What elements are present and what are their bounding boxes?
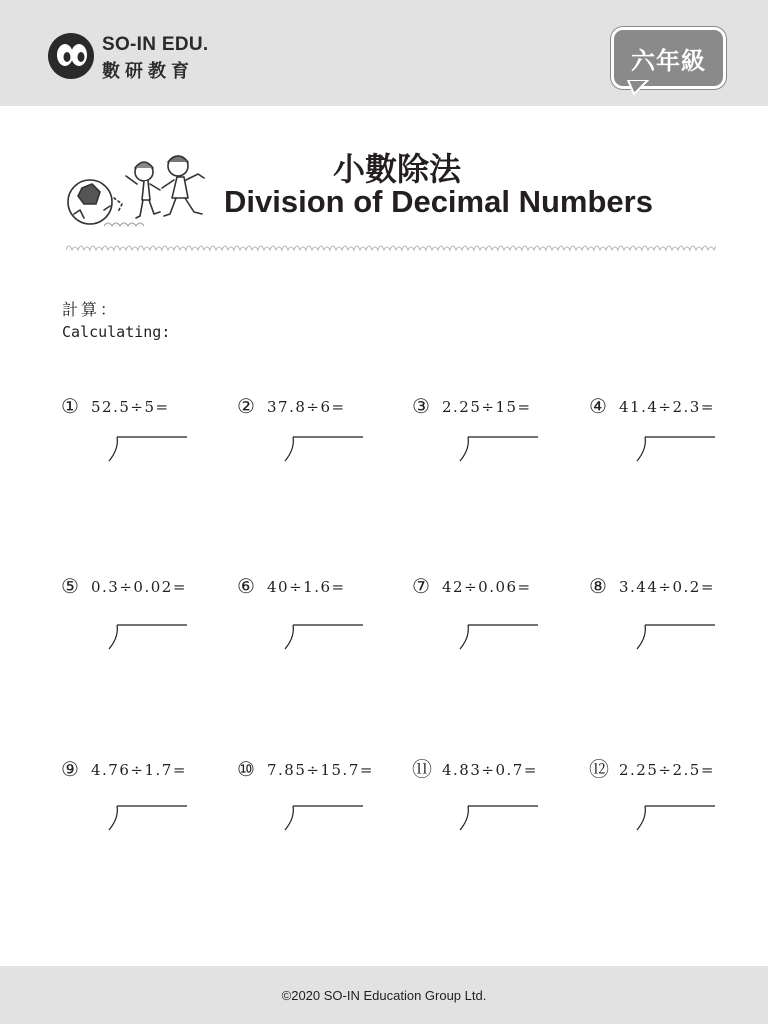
copyright-text: ©2020 SO-IN Education Group Ltd. bbox=[281, 988, 487, 1003]
long-division-bracket bbox=[452, 435, 542, 463]
long-division-bracket bbox=[629, 435, 719, 463]
question-number: ⑥ bbox=[237, 574, 255, 598]
question-expression: 3.44÷0.2= bbox=[619, 578, 715, 596]
question-9 bbox=[61, 758, 237, 848]
logo-text-en: SO-IN EDU. bbox=[102, 34, 209, 55]
question-number: ⑨ bbox=[61, 757, 79, 781]
instruction-zh: 計算： bbox=[62, 300, 120, 319]
question-number: ⑤ bbox=[61, 574, 79, 598]
long-division-bracket bbox=[277, 804, 367, 832]
question-expression: 4.83÷0.7= bbox=[442, 761, 538, 779]
question-number: ⑦ bbox=[412, 574, 430, 598]
page-title-en: Division of Decimal Numbers bbox=[224, 184, 653, 219]
page-title-zh: 小數除法 bbox=[332, 150, 461, 188]
logo-text-zh: 數研教育 bbox=[102, 61, 194, 82]
question-2 bbox=[237, 395, 413, 485]
grass-divider-icon bbox=[66, 240, 716, 256]
question-expression: 40÷1.6= bbox=[267, 578, 346, 596]
question-3 bbox=[412, 395, 588, 485]
question-number: ⑪ bbox=[412, 757, 432, 781]
question-number: ⑫ bbox=[589, 757, 609, 781]
question-11 bbox=[412, 758, 588, 848]
question-number: ② bbox=[237, 394, 255, 418]
question-number: ⑧ bbox=[589, 574, 607, 598]
question-expression: 2.25÷15= bbox=[442, 398, 532, 416]
long-division-bracket bbox=[277, 435, 367, 463]
question-expression: 42÷0.06= bbox=[442, 578, 532, 596]
grade-label: 六年級 bbox=[631, 46, 706, 75]
logo-eyes-icon bbox=[48, 33, 94, 79]
question-expression: 41.4÷2.3= bbox=[619, 398, 715, 416]
question-expression: 7.85÷15.7= bbox=[267, 761, 374, 779]
question-4 bbox=[589, 395, 765, 485]
question-expression: 52.5÷5= bbox=[91, 398, 170, 416]
long-division-bracket bbox=[629, 804, 719, 832]
long-division-bracket bbox=[452, 623, 542, 651]
question-expression: 37.8÷6= bbox=[267, 398, 346, 416]
logo bbox=[48, 31, 248, 83]
header-band bbox=[0, 0, 768, 106]
question-10 bbox=[237, 758, 413, 848]
question-6 bbox=[237, 575, 413, 665]
question-number: ③ bbox=[412, 394, 430, 418]
speech-tail-icon bbox=[626, 80, 652, 96]
long-division-bracket bbox=[277, 623, 367, 651]
question-expression: 0.3÷0.02= bbox=[91, 578, 187, 596]
long-division-bracket bbox=[101, 623, 191, 651]
question-7 bbox=[412, 575, 588, 665]
question-expression: 2.25÷2.5= bbox=[619, 761, 715, 779]
question-number: ⑩ bbox=[237, 757, 255, 781]
question-5 bbox=[61, 575, 237, 665]
long-division-bracket bbox=[101, 804, 191, 832]
long-division-bracket bbox=[101, 435, 191, 463]
question-12 bbox=[589, 758, 765, 848]
question-1 bbox=[61, 395, 237, 485]
instruction-en: Calculating: bbox=[62, 323, 171, 341]
question-8 bbox=[589, 575, 765, 665]
footer-band bbox=[0, 966, 768, 1024]
question-number: ④ bbox=[589, 394, 607, 418]
long-division-bracket bbox=[452, 804, 542, 832]
long-division-bracket bbox=[629, 623, 719, 651]
question-expression: 4.76÷1.7= bbox=[91, 761, 187, 779]
question-number: ① bbox=[61, 394, 79, 418]
